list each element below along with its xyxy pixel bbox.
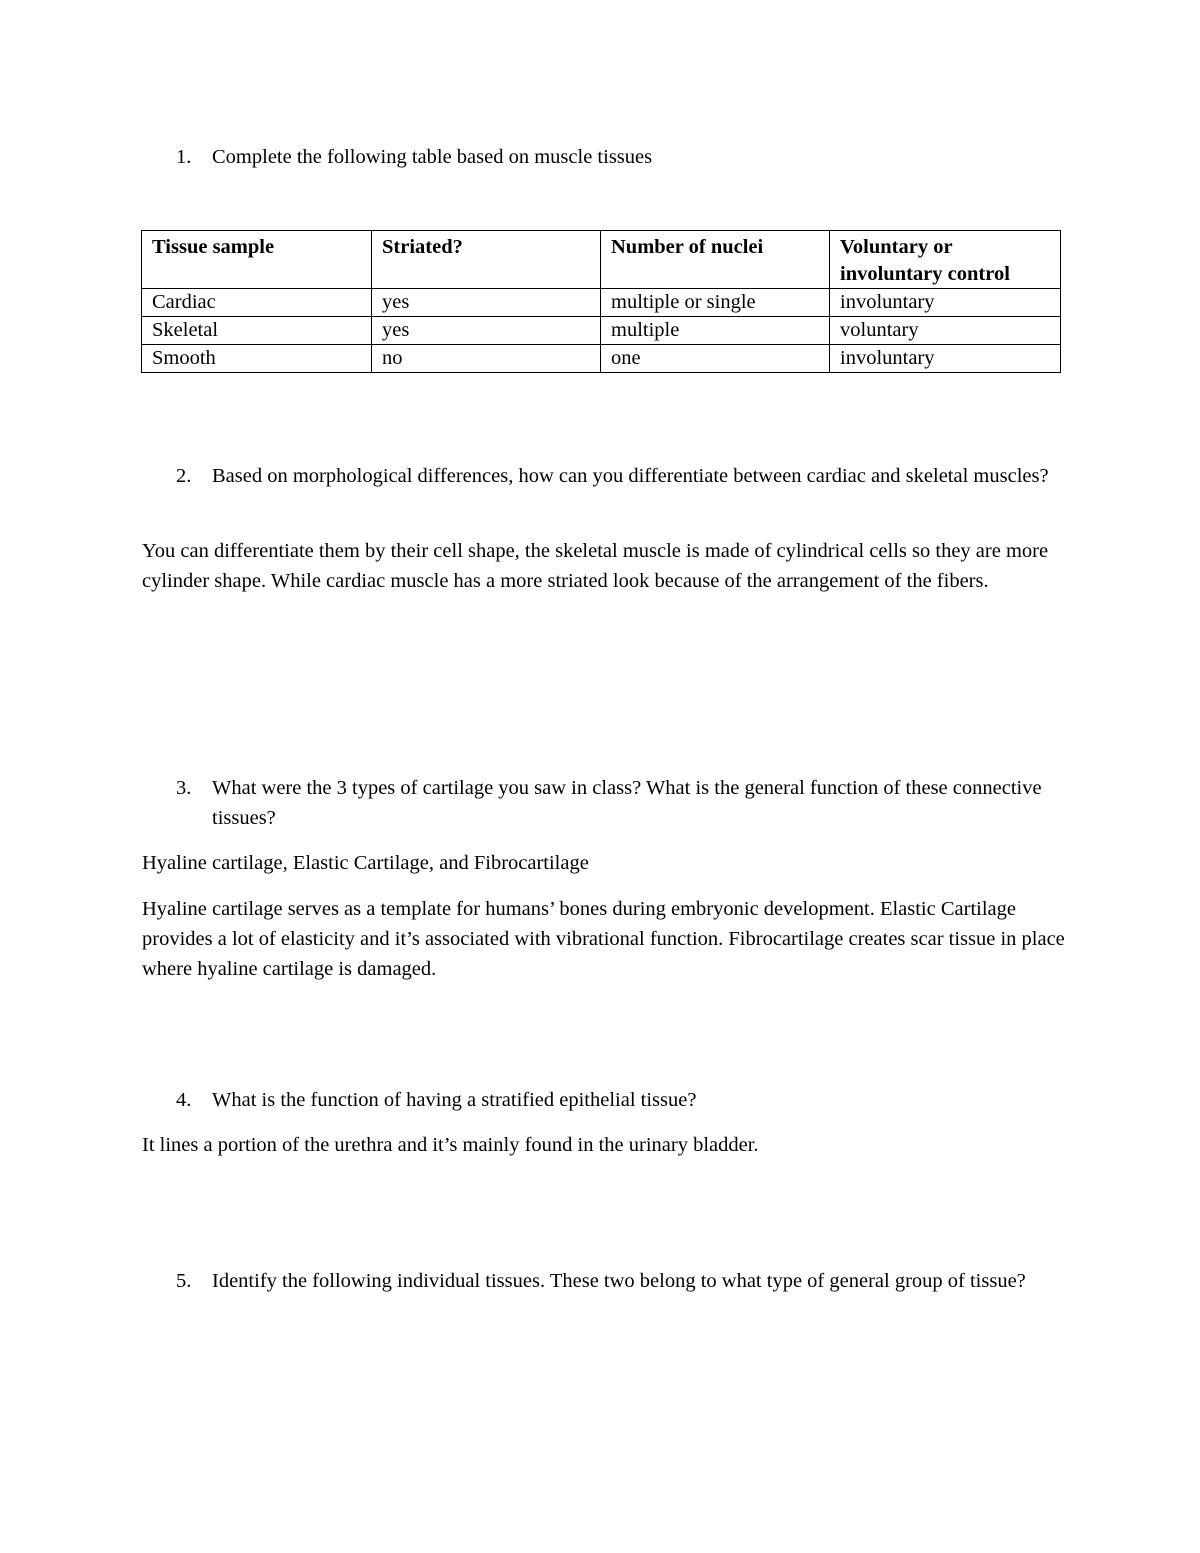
table-cell: yes (372, 317, 601, 345)
question-2 (176, 461, 1066, 491)
question-number: 5. (176, 1270, 192, 1292)
table-cell: Cardiac (142, 289, 372, 317)
table-cell: involuntary (830, 289, 1061, 317)
table-row (142, 317, 1061, 345)
table-cell: yes (372, 289, 601, 317)
header-number-of-nuclei: Number of nuclei (601, 231, 830, 289)
table-cell: Skeletal (142, 317, 372, 345)
table-cell: involuntary (830, 345, 1061, 373)
table-row (142, 345, 1061, 373)
answer-3-types: Hyaline cartilage, Elastic Cartilage, and Fibrocartilage (142, 852, 589, 874)
table-cell: no (372, 345, 601, 373)
muscle-tissue-table (141, 230, 1061, 373)
question-text: Identify the following individual tissues. These two belong to what type of general group of tissue? (212, 1270, 1026, 1292)
question-number: 1. (176, 146, 192, 168)
table-header-row (142, 231, 1061, 289)
question-5 (176, 1266, 1066, 1296)
question-number: 4. (176, 1089, 192, 1111)
question-text: Based on morphological differences, how can you differentiate between cardiac and skeletal muscles? (212, 465, 1049, 487)
question-text: What is the function of having a stratified epithelial tissue? (212, 1089, 697, 1111)
question-text: What were the 3 types of cartilage you saw in class? What is the general function of these connective tissues? (212, 777, 1042, 829)
answer-2: You can differentiate them by their cell shape, the skeletal muscle is made of cylindrical cells so they are more cylinder shape. While cardiac muscle has a more striated look because of the arrangement of the fibers. (142, 540, 1049, 592)
question-number: 2. (176, 465, 192, 487)
header-tissue-sample: Tissue sample (142, 231, 372, 289)
table-cell: multiple (601, 317, 830, 345)
question-3 (176, 773, 1066, 833)
table-row (142, 289, 1061, 317)
table-cell: multiple or single (601, 289, 830, 317)
table-cell: voluntary (830, 317, 1061, 345)
question-1 (176, 142, 1066, 172)
answer-3-functions: Hyaline cartilage serves as a template for humans’ bones during embryonic development. Elastic Cartilage provides a lot of elasticity and it’s associated with vibrational function. Fibrocartilage creates scar tissue in place where hyaline cartilage is damaged. (142, 898, 1065, 980)
table-cell: one (601, 345, 830, 373)
header-control: Voluntary or involuntary control (830, 231, 1061, 289)
header-striated: Striated? (372, 231, 601, 289)
answer-4: It lines a portion of the urethra and it’s mainly found in the urinary bladder. (142, 1134, 759, 1156)
question-text: Complete the following table based on muscle tissues (212, 146, 653, 168)
table-cell: Smooth (142, 345, 372, 373)
question-number: 3. (176, 777, 192, 799)
question-4 (176, 1085, 1066, 1115)
